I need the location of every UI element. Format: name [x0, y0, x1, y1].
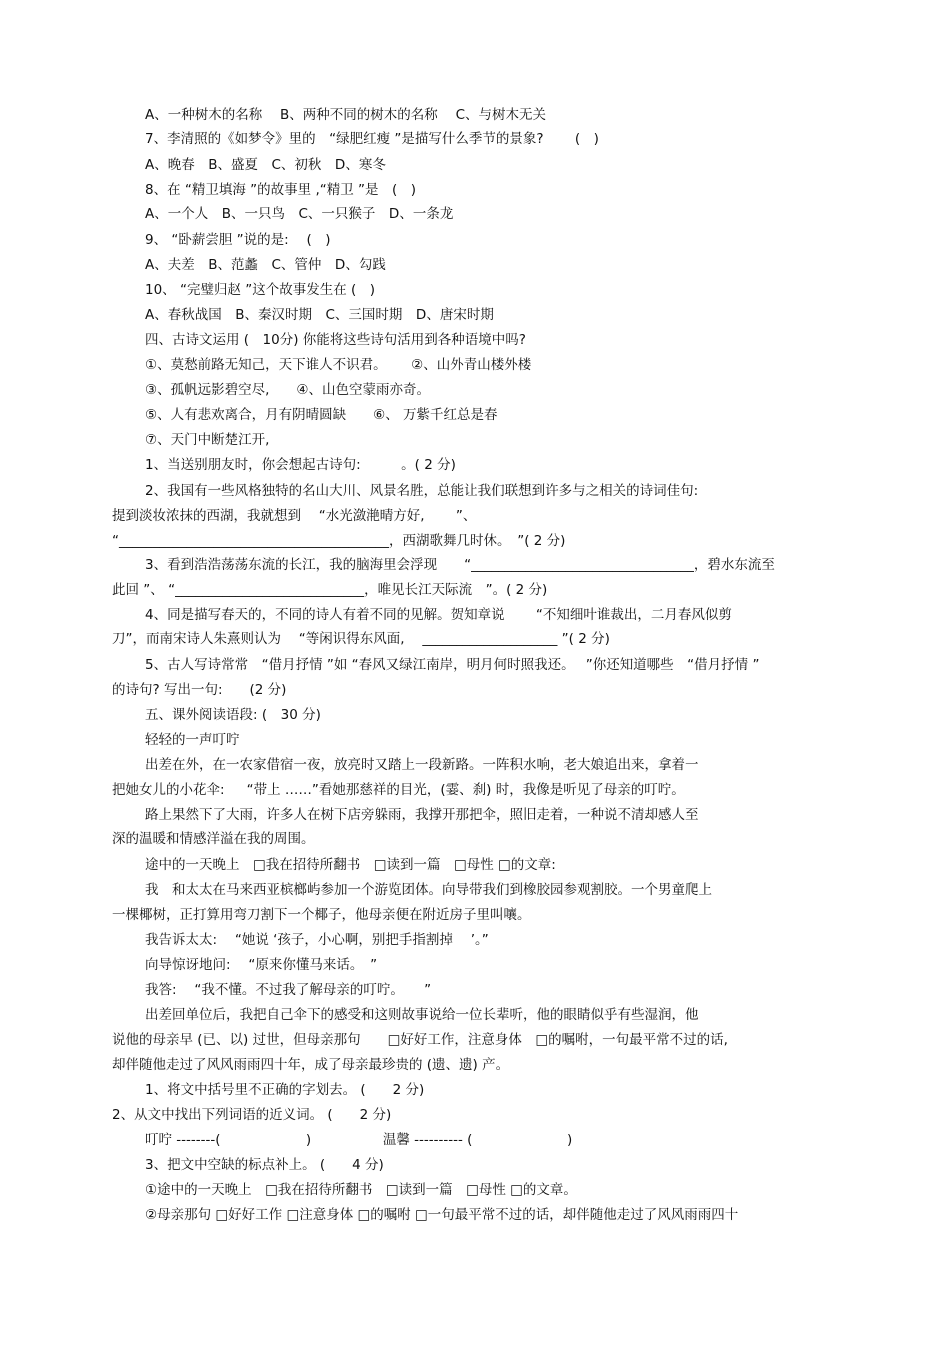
section-4-heading: 四、古诗文运用 ( 10分) 你能将这些诗句活用到各种语境中吗?: [145, 332, 526, 348]
section-4-question-2-blank: “________________________________________，西湖歌舞几时休。 ”( 2 分): [112, 533, 566, 549]
section-5-question-1: 1、将文中括号里不正确的字划去。 ( 2 分): [145, 1082, 425, 1098]
section-4-question-2-cont: 提到淡妆浓抹的西湖，我就想到 “水光潋滟晴方好, ”、: [112, 508, 477, 524]
punctuation-item-1: ①途中的一天晚上 □我在招待所翻书 □读到一篇 □母性 □的文章。: [145, 1182, 577, 1198]
passage-para-5: 我告诉太太: “她说 ‘孩子，小心啊，别把手指割掉 ’。”: [145, 932, 489, 948]
section-4-question-4-cont: 刀”，而南宋诗人朱熹则认为 “等闲识得东风面, ____________________ ”( 2 分): [112, 631, 610, 647]
section-4-question-4: 4、同是描写春天的，不同的诗人有着不同的见解。贺知章说 “不知细叶谁裁出，二月春风似剪: [145, 607, 732, 623]
passage-para-8-cont-2: 却伴随他走过了风风雨雨四十年，成了母亲最珍贵的 (遗、遗) 产。: [112, 1057, 510, 1073]
section-4-question-5: 5、古人写诗常常 “借月抒情 ”如 “春风又绿江南岸，明月何时照我还。 ”你还知道哪些 “借月抒情 ”: [145, 657, 760, 673]
section-4-question-2: 2、我国有一些风格独特的名山大川、风景名胜，总能让我们联想到许多与之相关的诗词佳句:: [145, 483, 699, 499]
section-4-question-1: 1、当送别朋友时，你会想起古诗句: 。( 2 分): [145, 457, 456, 473]
poem-line-1-2: ①、莫愁前路无知己，天下谁人不识君。 ②、山外青山楼外楼: [145, 357, 532, 373]
section-5-question-3: 3、把文中空缺的标点补上。 ( 4 分): [145, 1157, 384, 1173]
question-7: 7、李清照的《如梦令》里的 “绿肥红瘦 ”是描写什么季节的景象? ( ): [145, 131, 599, 147]
passage-para-2-cont: 深的温暖和情感洋溢在我的周围。: [112, 831, 315, 847]
answer-options-6: A、一种树木的名称 B、两种不同的树木的名称 C、与树木无关: [145, 107, 547, 123]
section-5-heading: 五、课外阅读语段: ( 30 分): [145, 707, 321, 723]
passage-title: 轻轻的一声叮咛: [145, 732, 240, 748]
passage-para-6: 向导惊讶地问: “原来你懂马来话。 ”: [145, 957, 378, 973]
section-5-question-2: 2、从文中找出下列词语的近义词。 ( 2 分): [112, 1107, 392, 1123]
answer-options-8: A、一个人 B、一只鸟 C、一只猴子 D、一条龙: [145, 206, 454, 222]
passage-para-4: 我 和太太在马来西亚槟榔屿参加一个游览团体。向导带我们到橡胶园参观割胶。一个男童爬上: [145, 882, 712, 898]
passage-para-1-cont: 把她女儿的小花伞: “带上 ……”看她那慈祥的目光，(霎、刹) 时，我像是听见了母亲的叮咛。: [112, 782, 685, 798]
passage-para-8-cont-1: 说他的母亲早 (已、以) 过世，但母亲那句 □好好工作，注意身体 □的嘱咐，一句最平常不过的话,: [112, 1032, 728, 1048]
answer-options-9: A、夫差 B、范蠡 C、管仲 D、勾践: [145, 257, 386, 273]
synonym-blanks: 叮咛 --------( ) 温馨 ---------- ( ): [145, 1132, 573, 1148]
question-10: 10、 “完璧归赵 ”这个故事发生在 ( ): [145, 282, 376, 298]
answer-options-7: A、晚春 B、盛夏 C、初秋 D、寒冬: [145, 157, 386, 173]
passage-para-8: 出差回单位后，我把自己伞下的感受和这则故事说给一位长辈听，他的眼睛似乎有些湿润，他: [145, 1007, 699, 1023]
poem-line-3-4: ③、孤帆远影碧空尽, ④、山色空蒙雨亦奇。: [145, 382, 430, 398]
section-4-question-5-cont: 的诗句? 写出一句: (2 分): [112, 682, 287, 698]
section-4-question-3-cont: 此回 ”、 “____________________________，唯见长江天际流 ”。( 2 分): [112, 582, 548, 598]
passage-para-7: 我答: “我不懂。不过我了解母亲的叮咛。 ”: [145, 982, 432, 998]
passage-para-1: 出差在外，在一农家借宿一夜，放亮时又踏上一段新路。一阵积水响，老大娘追出来，拿着一: [145, 757, 699, 773]
passage-para-3: 途中的一天晚上 □我在招待所翻书 □读到一篇 □母性 □的文章:: [145, 857, 556, 873]
poem-line-7: ⑦、天门中断楚江开,: [145, 432, 270, 448]
question-9: 9、 “卧薪尝胆 ”说的是: ( ): [145, 232, 331, 248]
answer-options-10: A、春秋战国 B、秦汉时期 C、三国时期 D、唐宋时期: [145, 307, 494, 323]
section-4-question-3: 3、看到浩浩荡荡东流的长江，我的脑海里会浮现 “_________________________________，碧水东流至: [145, 557, 775, 573]
passage-para-2: 路上果然下了大雨，许多人在树下店旁躲雨，我撑开那把伞，照旧走着，一种说不清却感人至: [145, 807, 699, 823]
question-8: 8、在 “精卫填海 ”的故事里 ,“精卫 ”是 ( ): [145, 182, 417, 198]
passage-para-4-cont: 一棵椰树，正打算用弯刀割下一个椰子，他母亲便在附近房子里叫嚷。: [112, 907, 531, 923]
punctuation-item-2: ②母亲那句 □好好工作 □注意身体 □的嘱咐 □一句最平常不过的话，却伴随他走过了风风雨雨四十: [145, 1207, 739, 1223]
poem-line-5-6: ⑤、人有悲欢离合，月有阴晴圆缺 ⑥、 万紫千红总是春: [145, 407, 498, 423]
